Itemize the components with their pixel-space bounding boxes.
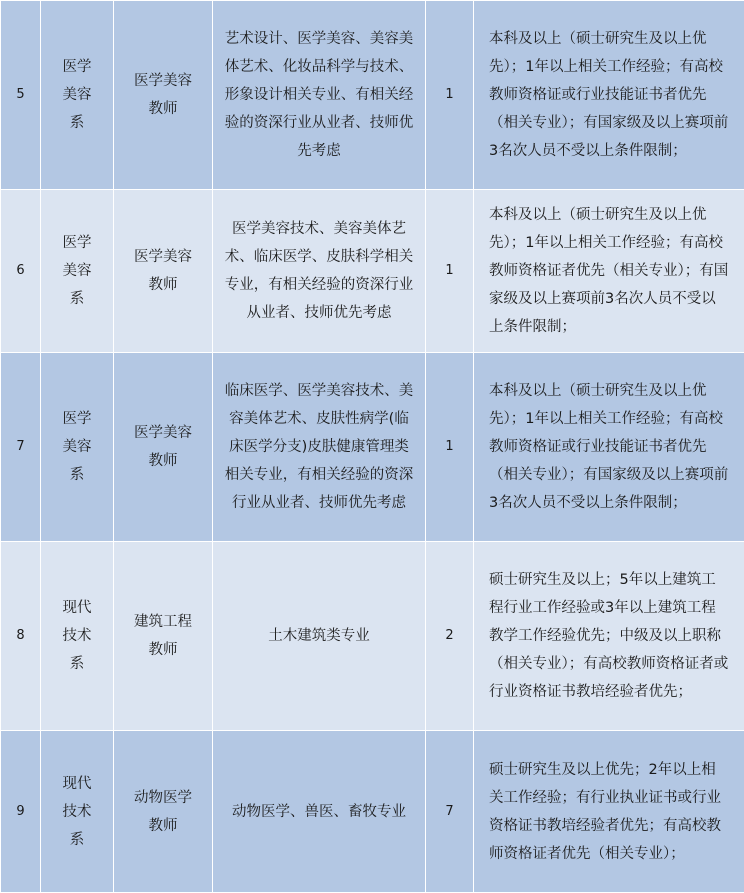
headcount-cell: 7 bbox=[426, 731, 474, 893]
department-cell bbox=[41, 731, 114, 893]
row-index: 9 bbox=[1, 731, 41, 893]
department-line: 系 bbox=[41, 461, 113, 489]
position-line: 医学美容 bbox=[114, 419, 212, 447]
position-line: 教师 bbox=[114, 447, 212, 475]
requirements-cell: 硕士研究生及以上优先；2年以上相关工作经验；有行业执业证书或行业资格证书教培经验者优先；有高校教师资格证者优先（相关专业）； bbox=[474, 731, 744, 893]
position-line: 动物医学 bbox=[114, 784, 212, 812]
department-line: 系 bbox=[41, 650, 113, 678]
position-cell bbox=[114, 1, 213, 190]
department-line: 系 bbox=[41, 285, 113, 313]
position-line: 医学美容 bbox=[114, 67, 212, 95]
position-line: 建筑工程 bbox=[114, 608, 212, 636]
table-row bbox=[1, 1, 744, 190]
table-row bbox=[1, 190, 744, 353]
requirements-cell: 硕士研究生及以上；5年以上建筑工程行业工作经验或3年以上建筑工程教学工作经验优先；中级及以上职称（相关专业）；有高校教师资格证者或行业资格证书教培经验者优先； bbox=[474, 542, 744, 731]
position-cell bbox=[114, 542, 213, 731]
headcount-cell: 1 bbox=[426, 1, 474, 190]
department-line: 美容 bbox=[41, 81, 113, 109]
position-line: 教师 bbox=[114, 271, 212, 299]
department-cell bbox=[41, 190, 114, 353]
department-line: 技术 bbox=[41, 622, 113, 650]
position-line: 教师 bbox=[114, 636, 212, 664]
major-cell: 艺术设计、医学美容、美容美体艺术、化妆品科学与技术、形象设计相关专业、有相关经验的资深行业从业者、技师优先考虑 bbox=[213, 1, 426, 190]
department-line: 现代 bbox=[41, 770, 113, 798]
major-cell: 动物医学、兽医、畜牧专业 bbox=[213, 731, 426, 893]
position-cell bbox=[114, 731, 213, 893]
major-cell: 土木建筑类专业 bbox=[213, 542, 426, 731]
requirements-cell: 本科及以上（硕士研究生及以上优先）；1年以上相关工作经验；有高校教师资格证或行业技能证书者优先（相关专业）；有国家级及以上赛项前3名次人员不受以上条件限制； bbox=[474, 1, 744, 190]
department-line: 医学 bbox=[41, 53, 113, 81]
table-row bbox=[1, 353, 744, 542]
department-line: 技术 bbox=[41, 798, 113, 826]
position-line: 教师 bbox=[114, 95, 212, 123]
department-line: 系 bbox=[41, 109, 113, 137]
table-row bbox=[1, 731, 744, 893]
row-index: 5 bbox=[1, 1, 41, 190]
department-line: 现代 bbox=[41, 594, 113, 622]
row-index: 8 bbox=[1, 542, 41, 731]
major-cell: 临床医学、医学美容技术、美容美体艺术、皮肤性病学(临床医学分支)皮肤健康管理类相关专业，有相关经验的资深行业从业者、技师优先考虑 bbox=[213, 353, 426, 542]
department-line: 系 bbox=[41, 826, 113, 854]
position-cell bbox=[114, 353, 213, 542]
requirements-cell: 本科及以上（硕士研究生及以上优先）；1年以上相关工作经验；有高校教师资格证者优先（相关专业）；有国家级及以上赛项前3名次人员不受以上条件限制； bbox=[474, 190, 744, 353]
position-cell bbox=[114, 190, 213, 353]
row-index: 7 bbox=[1, 353, 41, 542]
position-line: 医学美容 bbox=[114, 243, 212, 271]
requirements-cell: 本科及以上（硕士研究生及以上优先）；1年以上相关工作经验；有高校教师资格证或行业技能证书者优先（相关专业）；有国家级及以上赛项前3名次人员不受以上条件限制； bbox=[474, 353, 744, 542]
headcount-cell: 1 bbox=[426, 353, 474, 542]
department-cell bbox=[41, 353, 114, 542]
row-index: 6 bbox=[1, 190, 41, 353]
department-cell bbox=[41, 1, 114, 190]
department-cell bbox=[41, 542, 114, 731]
headcount-cell: 2 bbox=[426, 542, 474, 731]
major-cell: 医学美容技术、美容美体艺术、临床医学、皮肤科学相关专业，有相关经验的资深行业从业者、技师优先考虑 bbox=[213, 190, 426, 353]
position-line: 教师 bbox=[114, 812, 212, 840]
department-line: 医学 bbox=[41, 405, 113, 433]
department-line: 美容 bbox=[41, 257, 113, 285]
department-line: 医学 bbox=[41, 229, 113, 257]
headcount-cell: 1 bbox=[426, 190, 474, 353]
department-line: 美容 bbox=[41, 433, 113, 461]
table-row bbox=[1, 542, 744, 731]
